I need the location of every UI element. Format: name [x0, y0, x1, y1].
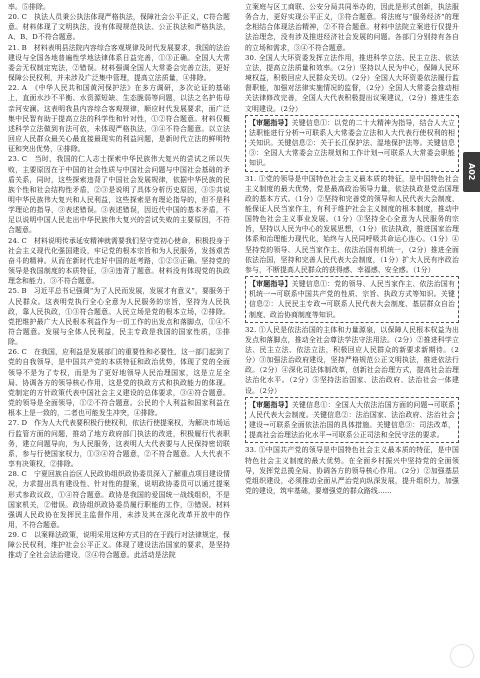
review-tip-box	[245, 115, 459, 172]
review-tip-content	[249, 279, 455, 320]
answer-paragraph: 20. C 执法人员秉公执法体现严格执法，保障社会公平正义，C符合题意。材料体现了文明执法，没有体现规范执法、公正执法和严格执法，A、B、D不符合题意。	[8, 13, 230, 42]
answer-paragraph: 32. ①人民是依法治国的主体和力量源泉，以保障人民根本权益为出发点和落脚点，推动全社会尊法学法守法用法。（2分）②推进科学立法、民主立法、依法立法，积极回应人民群众的新要求新期待。（2分）③加强法治政府建设，坚持严格规范公正文明执法，推进依法行政。（2分）④深化司法体制改革，创新社会治理方式，提高社会治理法治化水平。（2分）⑤坚持法治国家、法治政府、法治社会一体建设。（2分）	[245, 325, 459, 395]
review-tip-content	[249, 400, 455, 441]
review-tip-text: 关键信息①：以党的二十大精神为指导，结合人大立法职能进行分析→可联系人大常委会立法和人大代表行使权利的相关知识。关键信息②：关于长江保护法、湿地保护法等。关键信息③：全国人大常委会立法规划和工作计划→可联系人大常委会职能知识。	[249, 118, 455, 168]
answer-paragraph: 27. D 作为人大代表要积极行使权利，依法行使提案权，为解决市场运行监管方面的问题，推动了地方政府部门执法的改进，积极履行代表职务，建立问题导向，为人民服务，这表明人大代表要与人民保持密切联系，参与行使国家权力，①③④符合题意，②不符合题意。人大代表不享有决策权，②排除。	[8, 419, 230, 469]
review-tip-text: 关键信息①：全国人大依法治国方面的问题→可联系人民代表大会制度。关键信息②：法治国家、法治政府、法治社会建设→可联系全面依法治国的具体措施。关键信息③：司法改革，提高社会治理法治化水平→可联系公正司法和全民守法的要求。	[249, 400, 455, 440]
answer-paragraph: 25. B 习近平总书记强调“为了人民而发展，发展才有意义”，要服务于人民群众。这表明党执行全心全意为人民服务的宗旨，坚持为人民执政，靠人民执政，①③符合题意。人民立场是党的根本立场，②排除。党把维护最广大人民根本利益作为一切工作的出发点和落脚点，①④不符合题意。发展与全体人民利益，民主专政是我国的国家性质，③排除。	[8, 287, 230, 347]
answer-paragraph: 29. C 以案释法政策，说明采用这种方式目的在于践行对法律规定，保障公民权利，维护社会公平正义。体现了建设法治国家的要求，是坚持推动了全社会法治建设，③④符合题意。此活动是法院	[8, 531, 230, 560]
answer-paragraph: 28. C 宁夏回族自治区人民政协组织政协委员深入了解重点项目建设情况，力求提出具有建设性、针对性的提案，说明政协委员可以通过提案形式参政议政，①④符合题意。政协是我国的爱国统一战线组织，不是国家机关，②错误。政协组织政协委员履行职能的工作，③错误。材料强调人民政协在发挥民主监督作用，未涉及其在深化改革开放中的作用，不符合题意。	[8, 470, 230, 529]
answer-paragraph: 22. A 《中华人民共和国黄河保护法》在多方调研，多次论证的基础上，直面水沙不平衡、水资源短缺、生态脆弱等问题，以法之名护佑母亲河安澜。这表明我县内容综合客观规律，顺应时代发展要求，面广泛集中民智有助于提高立法的科学性和针对性，①②符合题意。材料仅概述科学立法做到有法可依，未体现严格执法，③④不符合题意。以立法回应人民群众最关心最直接最现实的利益问题，是新时代立法的鲜明特征和突出优势，④排除。	[8, 84, 230, 154]
right-column	[245, 2, 459, 496]
review-tip-box	[245, 276, 459, 323]
watermark-logo-icon	[450, 644, 474, 668]
answer-paragraph: 33. ①中国共产党的领导是中国特色社会主义最本质的特征，是中国特色社会主义制度的最大优势。在全面乡村振兴中坚持党的全面领导，发挥党总揽全局、协调各方的领导核心作用。（2分）②加强基层党组织建设，必须推动全面从严治党向纵深发展，提升组织力，加强党的建设，筑牢基础，要增强党的群众路线……	[245, 446, 459, 496]
answer-paragraph: 31. ①党的领导是中国特色社会主义最本质的特征，是中国特色社会主义制度的最大优势，党是最高政治领导力量，依法执政是党治国理政的基本方式。（1分）②坚持和完善党的领导和人民代表大会制度，能保证人民当家作主，有利于维护社会主义制度的根本制度，推动中国特色社会主义事业发展。（1分）③坚持全心全意为人民服务的宗旨，坚持以人民为中心的发展思想，（1分）依法执政，推进国家治理体系和治理能力现代化，始终与人民同呼吸共命运心连心。（1分）④坚持党的领导、人民当家作主、依法治国有机统一，（2分）推进全面依法治国，坚持和完善人民代表大会制度，（1分）扩大人民有序政治参与，不断提高人民群众的获得感、幸福感、安全感。（1分）	[245, 174, 459, 274]
review-tip-title: 【审题指导】	[249, 118, 292, 127]
answer-paragraph: 立案庭与区工商联、公安分局共同举办的，因此是形式创新，执法服务合力，更好实现公平正义，③符合题意。将法庭与“服务经济”的理念相结合体现法治精神，②不符合题意。材料中法院立案进行仅提升法治理念，没有涉及推进经济社会发展的问题。各部门分别持有各自的立场和需求，③④不符合题意。	[245, 3, 459, 52]
answer-paragraph: 30. 全国人大环资委发挥立法作用，推进科学立法、民主立法、依法立法，提高立法质量和效率。（2分）坚持以人民为中心，保障人民环境权益，积极回应人民群众关切。（2分）全国人大环资委依法履行监督职能，加强对法律实施情况的监督，（2分）全国人大常委会推动相关法律修改完善，全国人大代表积极提出议案建议，（2分）推进生态文明建设。（2分）	[245, 53, 459, 113]
answer-paragraph: 率。⑤排除。	[8, 3, 50, 11]
answer-paragraph: 21. B 材料表明县法院内容综合客观规律及时代发展要求，我国的法治建设与全国各地普遍性学地法律体系日益完善，①③正确。全国人大常委会无权制定宪法，②错误。材料强调全国人大常委会完善立法，更好保障公民权利，并未涉及广泛集中管理，提高立法质量，④排除。	[8, 43, 230, 83]
answer-paragraph: 23. C 当时，我国的仁人志士探索中华民族伟大复兴的尝试之所以失败，主要原因在于中国的社会性质与中国社会问题与中国社会基础的矛盾关系，同时，这些探索违背了中国社会发展规律，依据中华民族的民族个性和社会结构性矛盾，②③是说明了具体分析历史原因，③⑤共说明中华民族伟大复兴和人民利益，这些探索是有理论指导的，但不是科学理论的指导，③表述错误。③表述错误，因近代中国的基本矛盾，不足以说明中国人民走出中华民族伟大复兴的尝试失败的主要原因，不符合题意。	[8, 155, 230, 235]
answer-paragraph: 26. C 在我国，应利益是发展部门的重要性和必要性，这一部门起到了党的自我领导，是中国共产党的本质特征和政治优势，体现了党的全面领导不是为了专权，而是为了更好地领导人民治理国家，这是立足全局、协调各方的领导核心作用，这是党的执政方式和执政能力的体现。党制定的方针政策代表中国社会主义建设的总体要求，③④符合题意。党的领导是全面领导，①②不符合题意。公民的个人利益和国家利益在根本上是一致的，二者也可能发生冲突，④排除。	[8, 348, 230, 418]
review-tip-title: 【审题指导】	[249, 280, 292, 289]
answer-paragraph: 24. C 材料说明传承延安精神就需要我们坚守党初心使命，积极投身于社会主义现代化强国建设，牢记党的根本宗旨和为人民服务，发扬艰苦奋斗的精神。从而在新时代走好中国的赶考路，①②③正确。坚持党的领导是我国制度的本质特征，③④违背了题意。材料没有体现党的执政理念和能力，③不符合题意。	[8, 236, 230, 286]
left-column	[8, 2, 230, 561]
section-tab: A02	[463, 152, 480, 192]
review-tip-box	[245, 397, 459, 444]
review-tip-title: 【审题指导】	[249, 400, 292, 409]
review-tip-content	[249, 118, 455, 169]
review-tip-text: 关键信息①：党的领导、人民当家作主、依法治国有机统一→可联系中国共产党的性质、宗旨、执政方式等知识。关键信息②：人民民主专政→可联系人民代表大会制度、基层群众自治制度、政治协商制度等知识。	[249, 280, 455, 319]
